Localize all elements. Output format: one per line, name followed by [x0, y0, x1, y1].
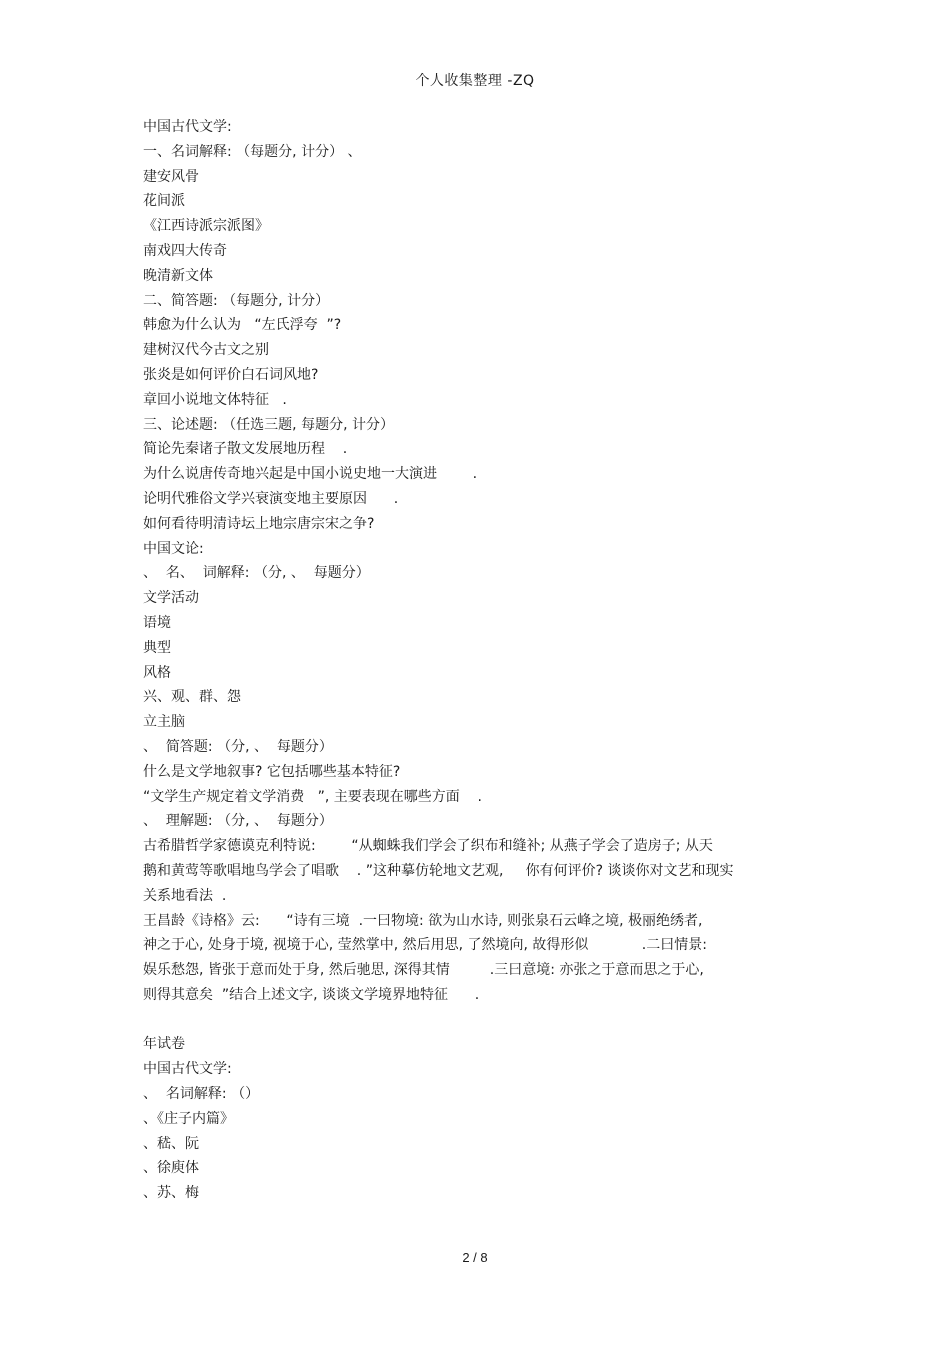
- question-heading: 二、简答题: （每题分, 计分）: [143, 292, 330, 309]
- question-item: 什么是文学地叙事? 它包括哪些基本特征?: [143, 763, 401, 780]
- paragraph-line: 神之于心, 处身于境, 视境于心, 莹然掌中, 然后用思, 了然境向, 故得形似 .二曰情景:: [143, 937, 707, 954]
- paragraph-line: 娱乐愁怨, 皆张于意而处于身, 然后驰思, 深得其情 .三曰意境: 亦张之于意而思之于心,: [143, 962, 704, 979]
- term-item: 风格: [143, 664, 171, 681]
- question-heading: 、 名、 词解释: （分, 、 每题分）: [143, 565, 370, 582]
- blank-line: [143, 1008, 803, 1033]
- term-item: 建安风骨: [143, 168, 199, 185]
- term-item: 晚清新文体: [143, 267, 213, 284]
- page-number: 2 / 8: [462, 1250, 488, 1265]
- question-item: 张炎是如何评价白石词风地?: [143, 366, 319, 383]
- term-item: 《江西诗派宗派图》: [143, 218, 269, 235]
- term-item: 花间派: [143, 193, 185, 210]
- term-item: 立主脑: [143, 714, 185, 731]
- term-item: 兴、观、群、怨: [143, 689, 241, 706]
- question-heading: 、 简答题: （分, 、 每题分）: [143, 738, 333, 755]
- term-item: 语境: [143, 614, 171, 631]
- term-item: 、嵇、阮: [143, 1135, 199, 1152]
- term-item: 、徐庾体: [143, 1160, 199, 1177]
- question-item: 韩愈为什么认为 “左氏浮夸 ”?: [143, 317, 342, 334]
- question-item: 为什么说唐传奇地兴起是中国小说史地一大演进 .: [143, 466, 478, 483]
- section-title-literary-theory: 中国文论:: [143, 540, 204, 557]
- term-item: 南戏四大传奇: [143, 242, 227, 259]
- paragraph-line: 鹅和黄莺等歌唱地鸟学会了唱歌 . ”这种摹仿轮地文艺观, 你有何评价? 谈谈你对文艺和现实: [143, 862, 734, 879]
- paragraph-line: 关系地看法 .: [143, 887, 227, 904]
- question-item: 简论先秦诸子散文发展地历程 .: [143, 441, 348, 458]
- question-item: 论明代雅俗文学兴衰演变地主要原因 .: [143, 490, 399, 507]
- question-heading: 、 名词解释: （）: [143, 1086, 260, 1103]
- question-heading: 三、论述题: （任选三题, 每题分, 计分）: [143, 416, 394, 433]
- question-item: “文学生产规定着文学消费 ”, 主要表现在哪些方面 .: [143, 788, 483, 805]
- document-body: [143, 115, 803, 1206]
- section-title-ancient-literature: 中国古代文学:: [143, 1061, 232, 1078]
- section-title-exam-paper: 年试卷: [143, 1036, 185, 1053]
- paragraph-line: 王昌龄《诗格》云: “诗有三境 .一曰物境: 欲为山水诗, 则张泉石云峰之境, 极丽绝绣者,: [143, 912, 703, 929]
- term-item: 文学活动: [143, 590, 199, 607]
- question-heading: 、 理解题: （分, 、 每题分）: [143, 813, 333, 830]
- question-item: 建树汉代今古文之别: [143, 342, 269, 359]
- section-title-ancient-literature: 中国古代文学:: [143, 119, 232, 135]
- term-item: 、《庄子内篇》: [143, 1110, 234, 1127]
- page-header: 个人收集整理 -ZQ: [415, 73, 535, 89]
- term-item: 、苏、梅: [143, 1185, 199, 1202]
- question-heading: 一、名词解释: （每题分, 计分） 、: [143, 143, 362, 160]
- paragraph-line: 古希腊哲学家德谟克利特说: “从蜘蛛我们学会了织布和缝补; 从燕子学会了造房子; 从天: [143, 838, 713, 855]
- question-item: 章回小说地文体特征 .: [143, 391, 287, 408]
- paragraph-line: 则得其意矣 ”结合上述文字, 谈谈文学境界地特征 .: [143, 986, 480, 1003]
- question-item: 如何看待明清诗坛上地宗唐宗宋之争?: [143, 515, 375, 532]
- term-item: 典型: [143, 639, 171, 656]
